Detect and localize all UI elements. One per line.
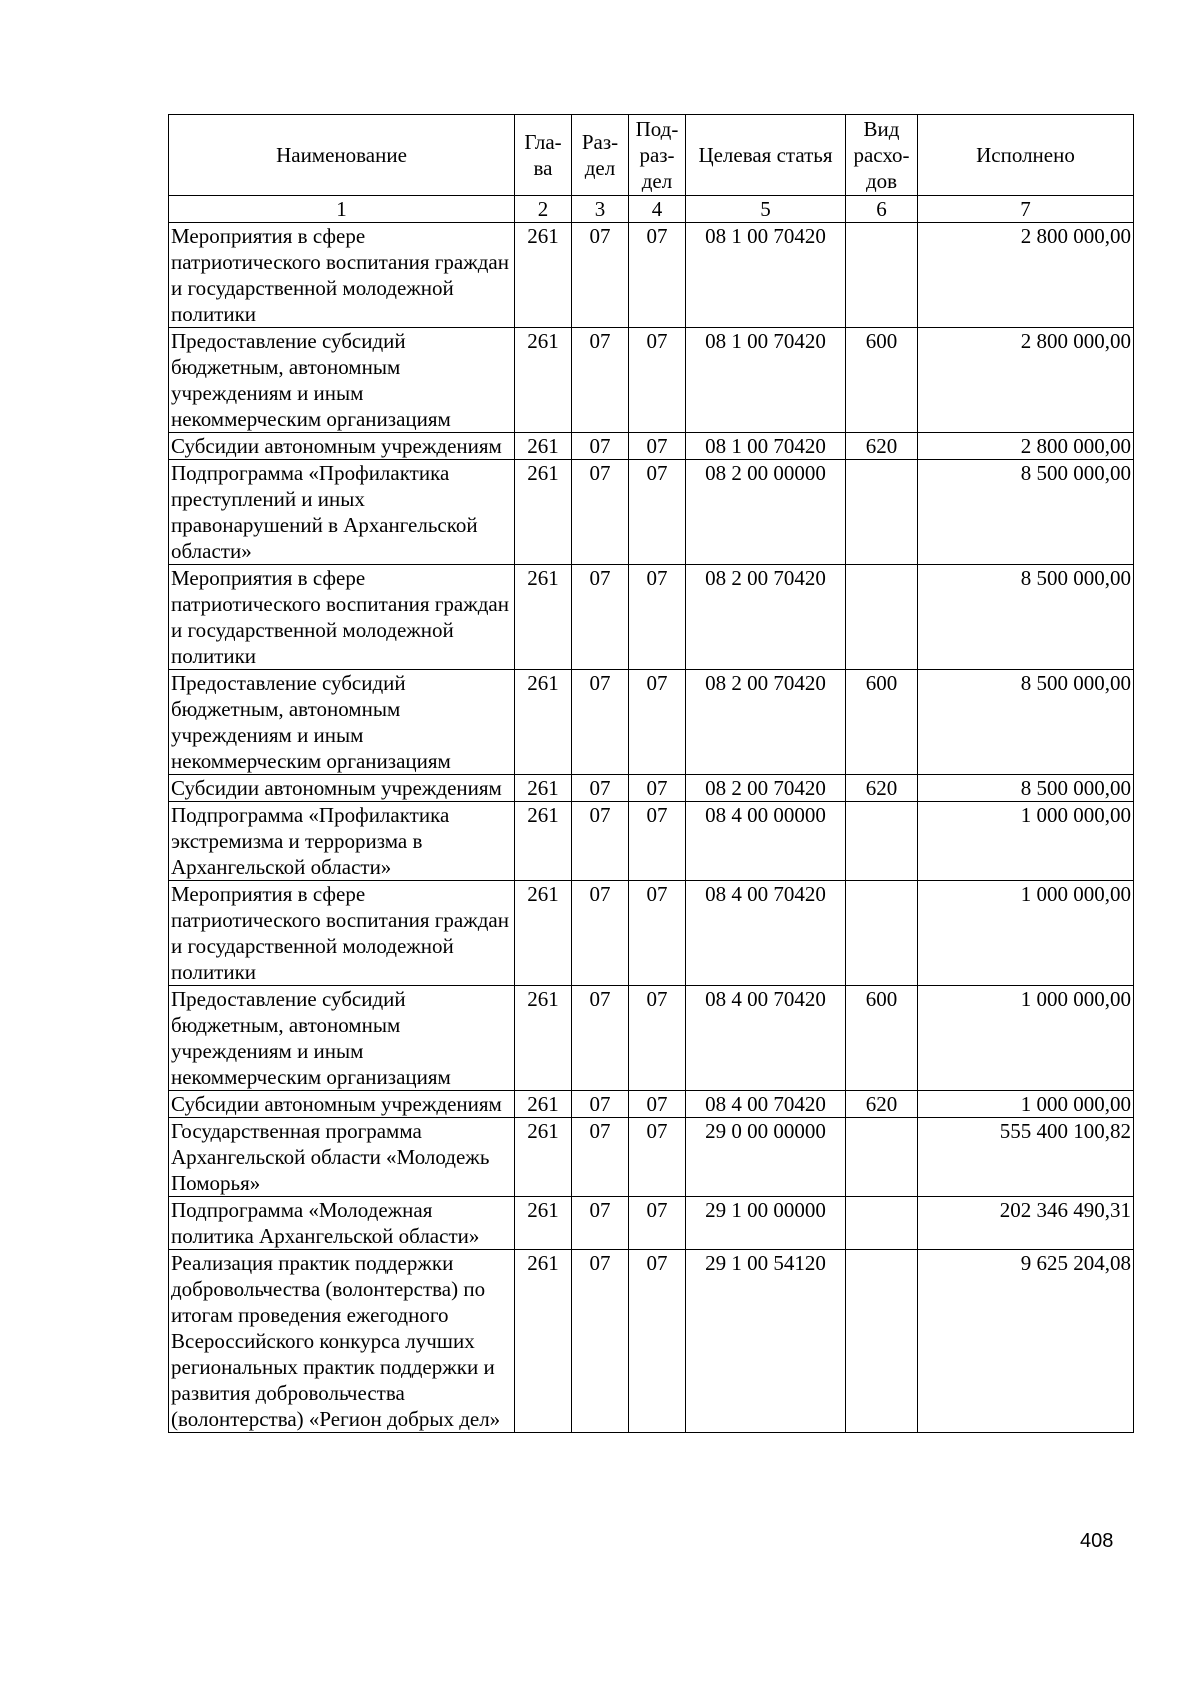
row-expense-type [846,223,918,328]
table-row [169,460,1134,565]
row-target-article: 08 1 00 70420 [686,433,846,460]
row-expense-type [846,1118,918,1197]
row-section: 07 [572,223,629,328]
row-expense-type: 620 [846,775,918,802]
row-subsection: 07 [629,1197,686,1250]
row-section: 07 [572,670,629,775]
table-row [169,670,1134,775]
row-amount: 8 500 000,00 [918,775,1134,802]
row-chapter: 261 [515,1118,572,1197]
row-section: 07 [572,1197,629,1250]
row-name: Подпрограмма «Молодежная политика Архангельской области» [169,1197,515,1250]
row-amount: 555 400 100,82 [918,1118,1134,1197]
row-section: 07 [572,1250,629,1433]
row-amount: 202 346 490,31 [918,1197,1134,1250]
row-expense-type [846,565,918,670]
row-amount: 9 625 204,08 [918,1250,1134,1433]
table-body [169,223,1134,1433]
row-name: Мероприятия в сфере патриотического воспитания граждан и государственной молодежной политики [169,565,515,670]
table-row [169,565,1134,670]
row-amount: 1 000 000,00 [918,1091,1134,1118]
row-section: 07 [572,433,629,460]
row-target-article: 08 2 00 70420 [686,670,846,775]
header-section: Раз- дел [572,115,629,196]
row-target-article: 08 4 00 70420 [686,986,846,1091]
row-expense-type [846,802,918,881]
row-amount: 8 500 000,00 [918,670,1134,775]
row-section: 07 [572,565,629,670]
page-number: 408 [1080,1530,1114,1552]
row-amount: 2 800 000,00 [918,433,1134,460]
row-expense-type: 600 [846,986,918,1091]
column-number: 3 [572,196,629,223]
table-row [169,328,1134,433]
row-target-article: 08 1 00 70420 [686,223,846,328]
row-amount: 2 800 000,00 [918,328,1134,433]
row-amount: 1 000 000,00 [918,881,1134,986]
row-name: Мероприятия в сфере патриотического воспитания граждан и государственной молодежной политики [169,223,515,328]
row-chapter: 261 [515,802,572,881]
row-amount: 1 000 000,00 [918,986,1134,1091]
row-name: Подпрограмма «Профилактика преступлений и иных правонарушений в Архангельской области» [169,460,515,565]
row-subsection: 07 [629,670,686,775]
row-section: 07 [572,986,629,1091]
row-name: Предоставление субсидий бюджетным, автономным учреждениям и иным некоммерческим организациям [169,986,515,1091]
header-executed: Исполнено [918,115,1134,196]
row-section: 07 [572,1091,629,1118]
row-target-article: 08 2 00 70420 [686,775,846,802]
row-name: Субсидии автономным учреждениям [169,433,515,460]
column-number: 7 [918,196,1134,223]
row-chapter: 261 [515,670,572,775]
header-chapter: Гла- ва [515,115,572,196]
row-amount: 1 000 000,00 [918,802,1134,881]
table-row [169,1091,1134,1118]
row-chapter: 261 [515,1197,572,1250]
row-target-article: 08 2 00 00000 [686,460,846,565]
row-subsection: 07 [629,565,686,670]
column-number-row [169,196,1134,223]
row-subsection: 07 [629,1250,686,1433]
row-name: Государственная программа Архангельской области «Молодежь Поморья» [169,1118,515,1197]
row-expense-type [846,881,918,986]
table-row [169,223,1134,328]
header-subsection: Под- раз- дел [629,115,686,196]
table-row [169,802,1134,881]
row-section: 07 [572,1118,629,1197]
row-expense-type: 600 [846,328,918,433]
row-target-article: 08 4 00 70420 [686,1091,846,1118]
row-chapter: 261 [515,986,572,1091]
row-chapter: 261 [515,1091,572,1118]
row-name: Подпрограмма «Профилактика экстремизма и терроризма в Архангельской области» [169,802,515,881]
row-subsection: 07 [629,223,686,328]
column-number: 5 [686,196,846,223]
row-section: 07 [572,802,629,881]
row-subsection: 07 [629,460,686,565]
row-section: 07 [572,775,629,802]
column-number: 1 [169,196,515,223]
row-target-article: 08 2 00 70420 [686,565,846,670]
row-subsection: 07 [629,433,686,460]
row-name: Реализация практик поддержки добровольчества (волонтерства) по итогам проведения ежегодного Всероссийского конкурса лучших региональных практик поддержки и развития добровольчества (волонтерства) «Регион добрых дел» [169,1250,515,1433]
row-subsection: 07 [629,881,686,986]
table-row [169,986,1134,1091]
row-expense-type [846,1250,918,1433]
row-amount: 2 800 000,00 [918,223,1134,328]
row-name: Мероприятия в сфере патриотического воспитания граждан и государственной молодежной политики [169,881,515,986]
row-subsection: 07 [629,328,686,433]
row-target-article: 08 4 00 00000 [686,802,846,881]
table-row [169,433,1134,460]
header-row [169,115,1134,196]
row-section: 07 [572,881,629,986]
row-chapter: 261 [515,565,572,670]
row-name: Субсидии автономным учреждениям [169,775,515,802]
row-subsection: 07 [629,802,686,881]
row-chapter: 261 [515,460,572,565]
row-name: Субсидии автономным учреждениям [169,1091,515,1118]
row-expense-type: 620 [846,433,918,460]
row-section: 07 [572,328,629,433]
row-amount: 8 500 000,00 [918,565,1134,670]
row-subsection: 07 [629,986,686,1091]
row-target-article: 29 1 00 00000 [686,1197,846,1250]
row-chapter: 261 [515,1250,572,1433]
row-target-article: 29 1 00 54120 [686,1250,846,1433]
row-chapter: 261 [515,223,572,328]
row-chapter: 261 [515,881,572,986]
column-number: 6 [846,196,918,223]
table-row [169,1250,1134,1433]
row-chapter: 261 [515,433,572,460]
row-name: Предоставление субсидий бюджетным, автономным учреждениям и иным некоммерческим организациям [169,670,515,775]
row-expense-type: 600 [846,670,918,775]
header-expense-type: Вид расхо- дов [846,115,918,196]
header-target-article: Целевая статья [686,115,846,196]
row-name: Предоставление субсидий бюджетным, автономным учреждениям и иным некоммерческим организациям [169,328,515,433]
column-number: 2 [515,196,572,223]
row-subsection: 07 [629,1118,686,1197]
row-subsection: 07 [629,775,686,802]
column-number: 4 [629,196,686,223]
row-chapter: 261 [515,328,572,433]
table-row [169,1118,1134,1197]
table-row [169,881,1134,986]
row-expense-type: 620 [846,1091,918,1118]
row-subsection: 07 [629,1091,686,1118]
row-section: 07 [572,460,629,565]
row-target-article: 29 0 00 00000 [686,1118,846,1197]
row-target-article: 08 4 00 70420 [686,881,846,986]
table-row [169,775,1134,802]
row-chapter: 261 [515,775,572,802]
header-name: Наименование [169,115,515,196]
table-row [169,1197,1134,1250]
row-amount: 8 500 000,00 [918,460,1134,565]
row-target-article: 08 1 00 70420 [686,328,846,433]
row-expense-type [846,1197,918,1250]
budget-table [168,114,1134,1433]
row-expense-type [846,460,918,565]
